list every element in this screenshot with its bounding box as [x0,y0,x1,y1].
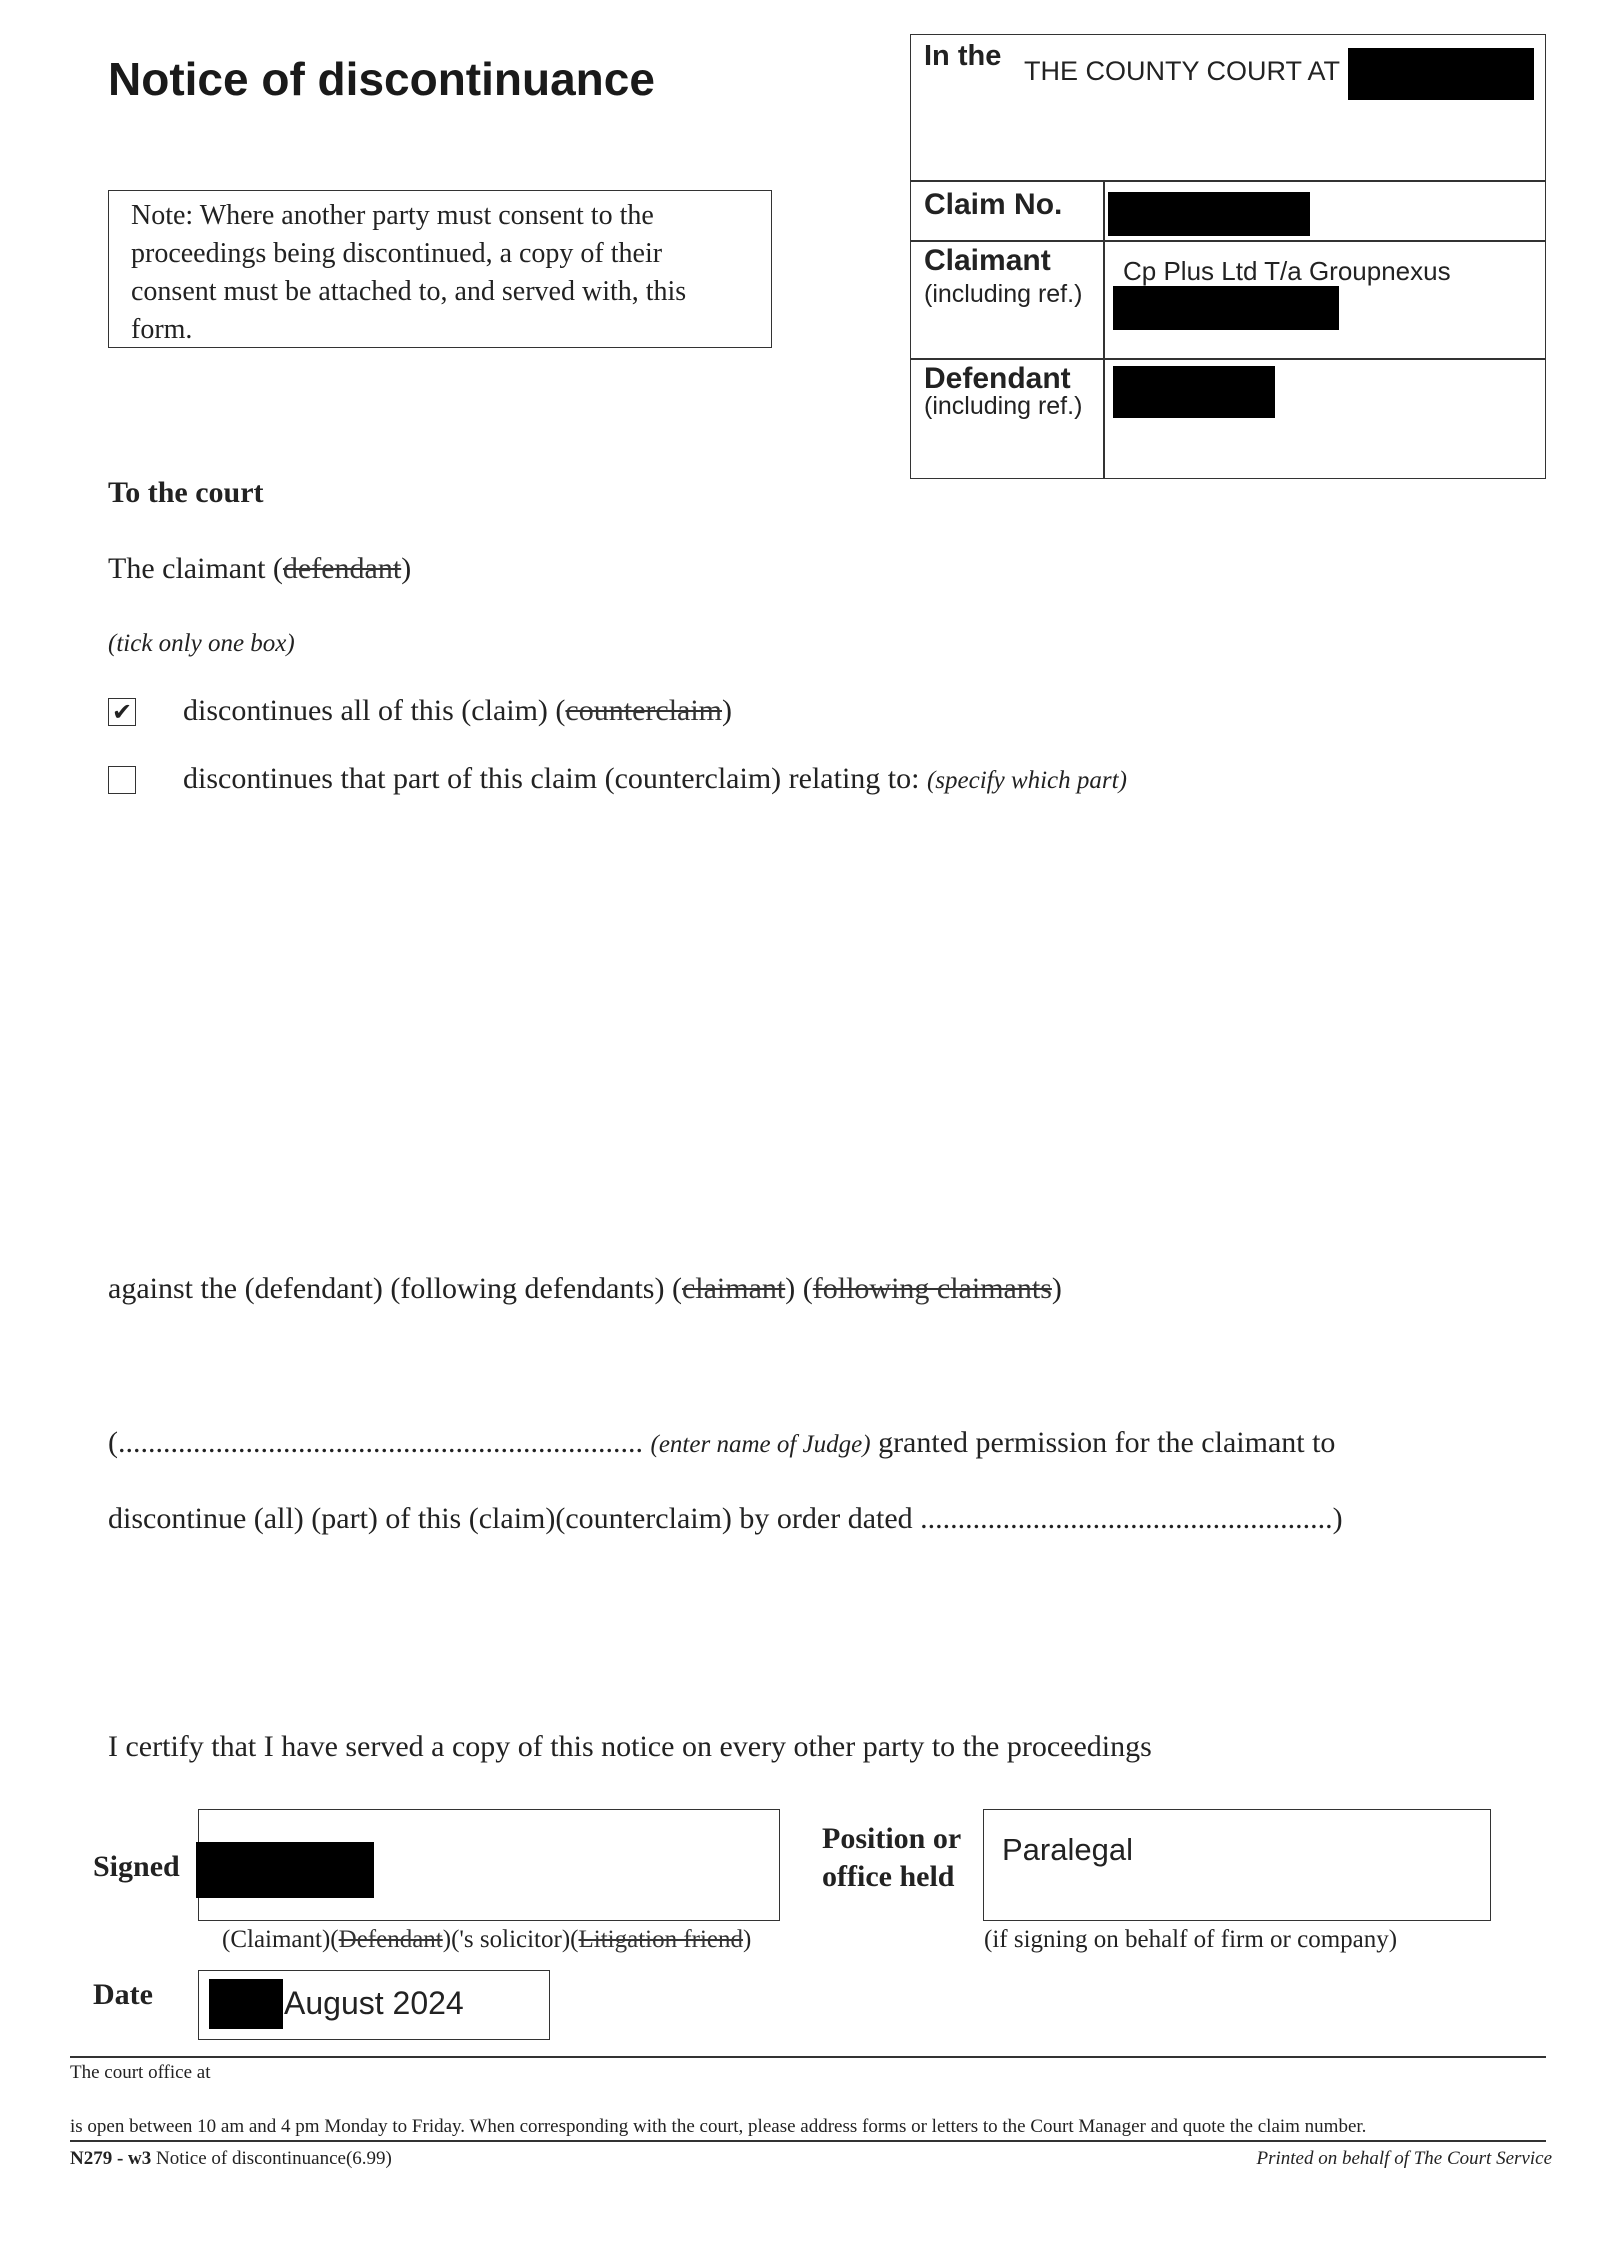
date-value: August 2024 [284,1985,464,2021]
header-column-divider [1103,180,1105,479]
against-suffix: ) [1051,1272,1062,1305]
permission-line-1 [108,1426,1335,1460]
header-divider-1 [910,180,1546,182]
signed-label: Signed [93,1850,180,1883]
role-prefix: (Claimant)( [222,1926,339,1953]
footer-rule-top [70,2056,1546,2058]
claim-no-redaction [1108,192,1310,236]
header-divider-2 [910,240,1546,242]
date-label: Date [93,1978,153,2011]
permission-line-2: discontinue (all) (part) of this (claim)(counterclaim) by order dated .......................................................) [108,1502,1343,1535]
against-struck-claimant: claimant [681,1272,786,1305]
position-label-line-2: office held [822,1860,955,1893]
option-part-hint: (specify which part) [926,767,1127,794]
option-all-suffix: ) [722,694,733,727]
claimant-line-struck: defendant [282,552,402,585]
discontinue-all-checkbox[interactable]: ✔ [108,698,136,726]
defendant-label: Defendant [924,362,1071,395]
defendant-sub-label: (including ref.) [924,392,1083,420]
date-field[interactable] [198,1970,550,2040]
claimant-line [108,552,411,586]
position-label-line-1: Position or [822,1822,962,1855]
against-middle: ) ( [785,1272,813,1305]
option-part-text: discontinues that part of this claim (counterclaim) relating to: [183,762,920,795]
note-box [108,190,772,348]
opening-hours: is open between 10 am and 4 pm Monday to Friday. When corresponding with the court, please address forms or letters to the Court Manager and quote the claim number. [70,2116,1367,2137]
claimant-sub-label: (including ref.) [924,280,1083,308]
claimant-value: Cp Plus Ltd T/a Groupnexus [1123,256,1451,286]
position-field[interactable] [983,1809,1491,1921]
court-name-redaction [1348,48,1534,100]
header-divider-3 [910,358,1546,360]
option-all-text: discontinues all of this (claim) ( [183,694,566,727]
position-value: Paralegal [1002,1832,1133,1867]
note-text: Note: Where another party must consent to the proceedings being discontinued, a copy of their consent must be attached to, and served with, this form. [131,200,687,345]
role-middle: )('s solicitor)( [442,1926,579,1953]
court-office-at: The court office at [70,2062,211,2083]
claimant-ref-redaction [1113,286,1339,330]
position-label [822,1820,961,1896]
claimant-label: Claimant [924,244,1051,277]
defendant-redaction [1113,366,1275,418]
discontinue-part-checkbox[interactable] [108,766,136,794]
role-suffix: ) [743,1926,752,1953]
certify-statement: I certify that I have served a copy of this notice on every other party to the proceedings [108,1730,1152,1763]
discontinue-all-label [183,694,732,728]
printed-by: Printed on behalf of The Court Service [1256,2148,1552,2169]
behalf-note: (if signing on behalf of firm or company) [984,1926,1398,1953]
form-reference [70,2148,392,2170]
claimant-line-suffix: ) [401,552,412,585]
claimant-line-prefix: The claimant ( [108,552,283,585]
role-struck-defendant: Defendant [338,1926,443,1953]
discontinue-part-label [183,762,1127,796]
to-the-court-heading: To the court [108,476,264,509]
against-line [108,1272,1062,1306]
claim-no-label: Claim No. [924,188,1063,221]
form-name: Notice of discontinuance(6.99) [156,2148,392,2169]
tick-instruction: (tick only one box) [108,630,295,657]
permission-judge-dots: (...................................................................... [108,1426,643,1459]
against-struck-following-claimants: following claimants [812,1272,1052,1305]
court-name: THE COUNTY COURT AT [1024,56,1341,86]
signer-role-line [222,1926,751,1954]
form-code: N279 - w3 [70,2148,152,2169]
footer-rule-bottom [70,2140,1546,2142]
option-all-struck: counterclaim [565,694,723,727]
permission-judge-hint: (enter name of Judge) [650,1431,871,1458]
against-text: against the (defendant) (following defendants) ( [108,1272,682,1305]
role-struck-litigation-friend: Litigation friend [578,1926,744,1953]
in-the-label: In the [924,40,1002,72]
page-title: Notice of discontinuance [108,53,655,105]
signature-redaction [196,1842,374,1898]
date-day-redaction [209,1979,283,2029]
permission-granted-text: granted permission for the claimant to [878,1426,1336,1459]
